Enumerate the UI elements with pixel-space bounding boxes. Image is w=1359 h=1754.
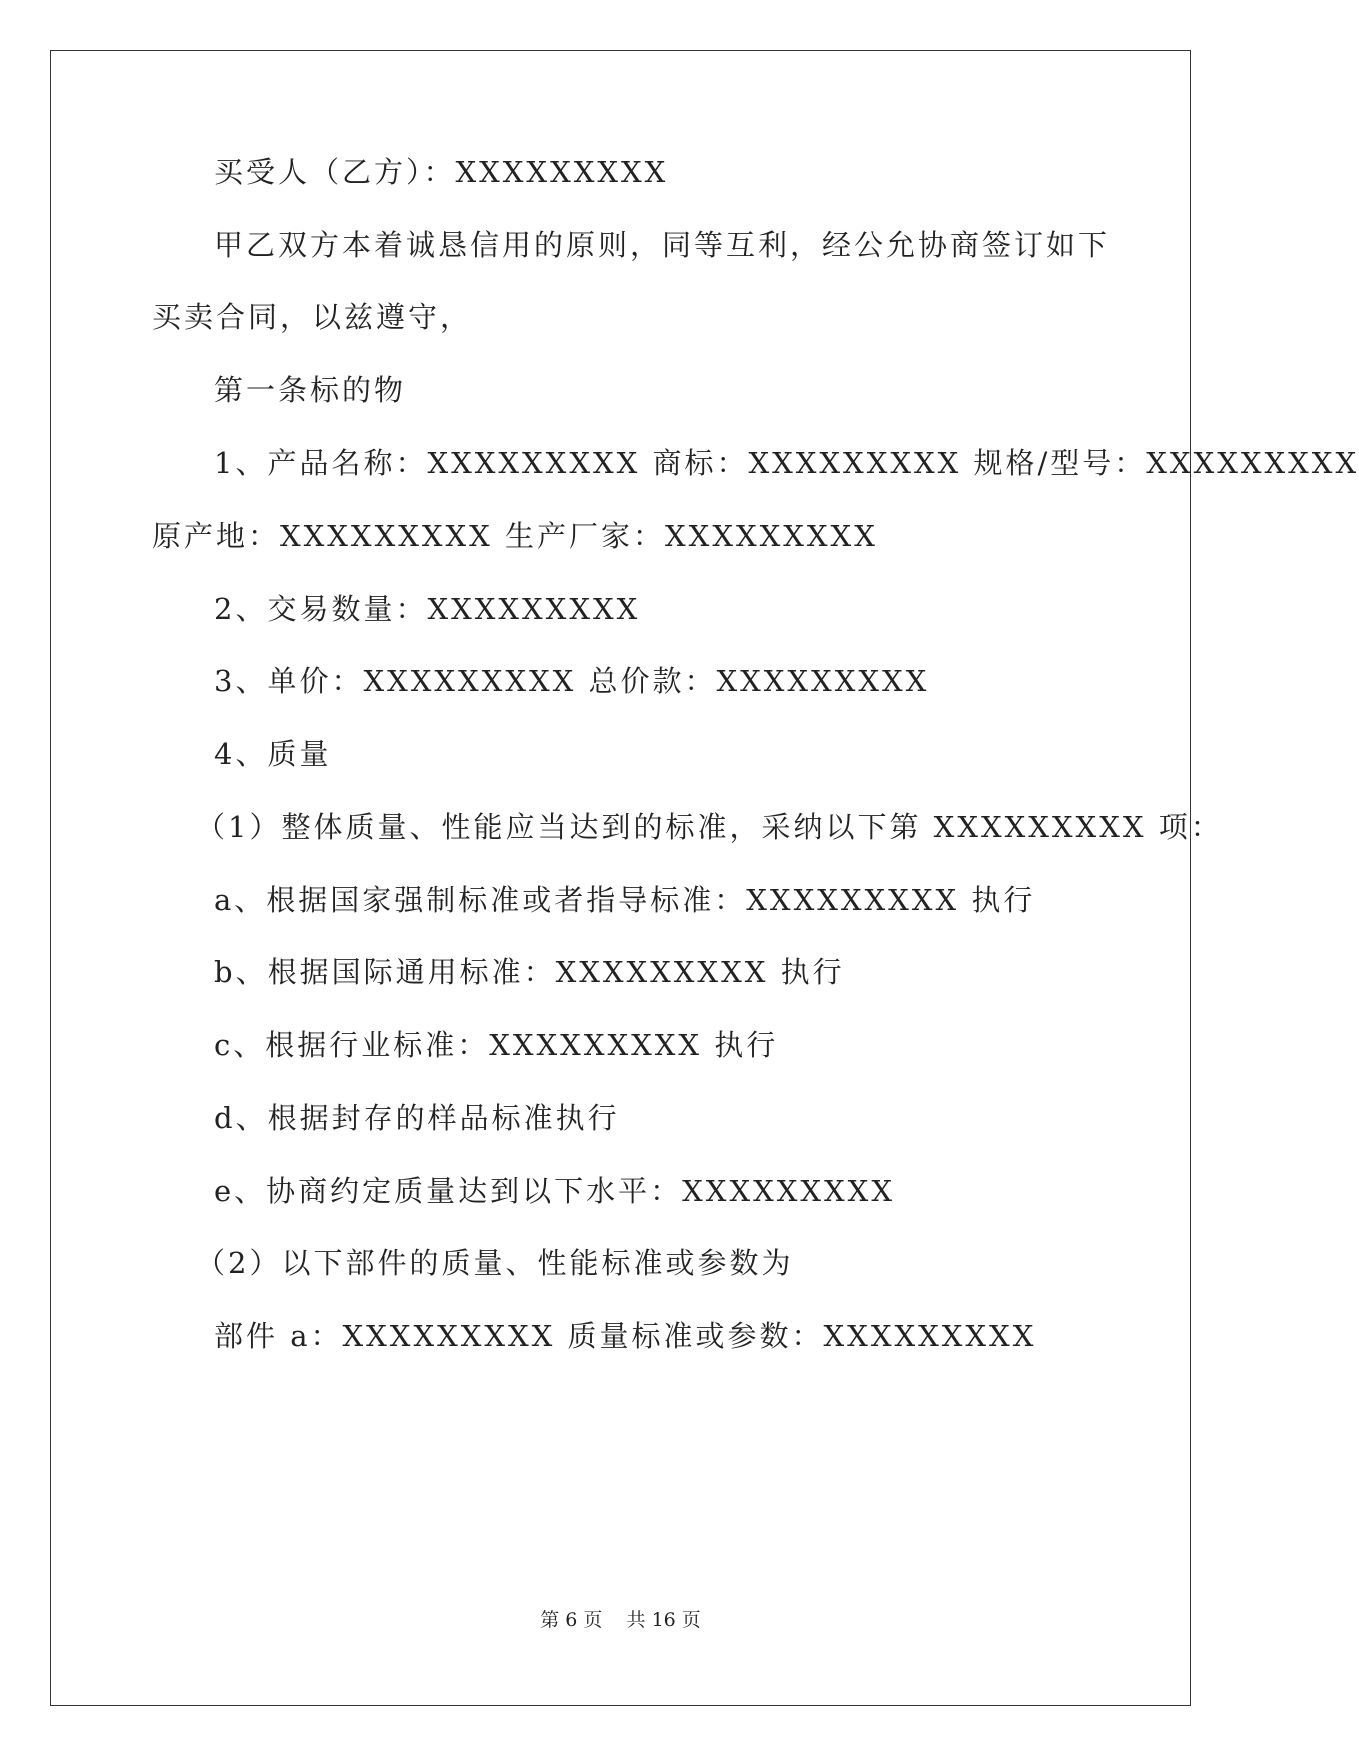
- page-total: 共 16 页: [626, 1609, 701, 1631]
- page-number: 第 6 页: [540, 1609, 603, 1631]
- paragraph-intro-line1: 甲乙双方本着诚恳信用的原则，同等互利，经公允协商签订如下: [214, 228, 1111, 262]
- list-item-d: d、根据封存的样品标准执行: [214, 1101, 620, 1135]
- paragraph-component-a: 部件 a：XXXXXXXXX 质量标准或参数：XXXXXXXXX: [214, 1319, 1037, 1353]
- list-item-b: b、根据国际通用标准：XXXXXXXXX 执行: [214, 955, 845, 989]
- paragraph-buyer: 买受人（乙方）：XXXXXXXXX: [214, 155, 669, 189]
- paragraph-quality: 4、质量: [214, 737, 332, 771]
- list-item-c: c、根据行业标准：XXXXXXXXX 执行: [214, 1028, 779, 1062]
- paragraph-quantity: 2、交易数量：XXXXXXXXX: [214, 592, 641, 626]
- paragraph-price: 3、单价：XXXXXXXXX 总价款：XXXXXXXXX: [214, 664, 930, 698]
- paragraph-quality-standard: （1）整体质量、性能应当达到的标准，采纳以下第 XXXXXXXXX 项：: [196, 810, 1223, 844]
- list-item-a: a、根据国家强制标准或者指导标准：XXXXXXXXX 执行: [214, 883, 1036, 917]
- list-item-e: e、协商约定质量达到以下水平：XXXXXXXXX: [214, 1174, 895, 1208]
- article-one-heading: 第一条标的物: [214, 373, 407, 407]
- paragraph-product-line2: 原产地：XXXXXXXXX 生产厂家：XXXXXXXXX: [152, 519, 878, 553]
- paragraph-component-standard: （2）以下部件的质量、性能标准或参数为: [196, 1246, 794, 1280]
- paragraph-intro-line2: 买卖合同，以兹遵守，: [152, 300, 473, 334]
- page-footer: [0, 1608, 1241, 1632]
- paragraph-product-line1: 1、产品名称：XXXXXXXXX 商标：XXXXXXXXX 规格/型号：XXXXXXXXX: [214, 446, 1359, 480]
